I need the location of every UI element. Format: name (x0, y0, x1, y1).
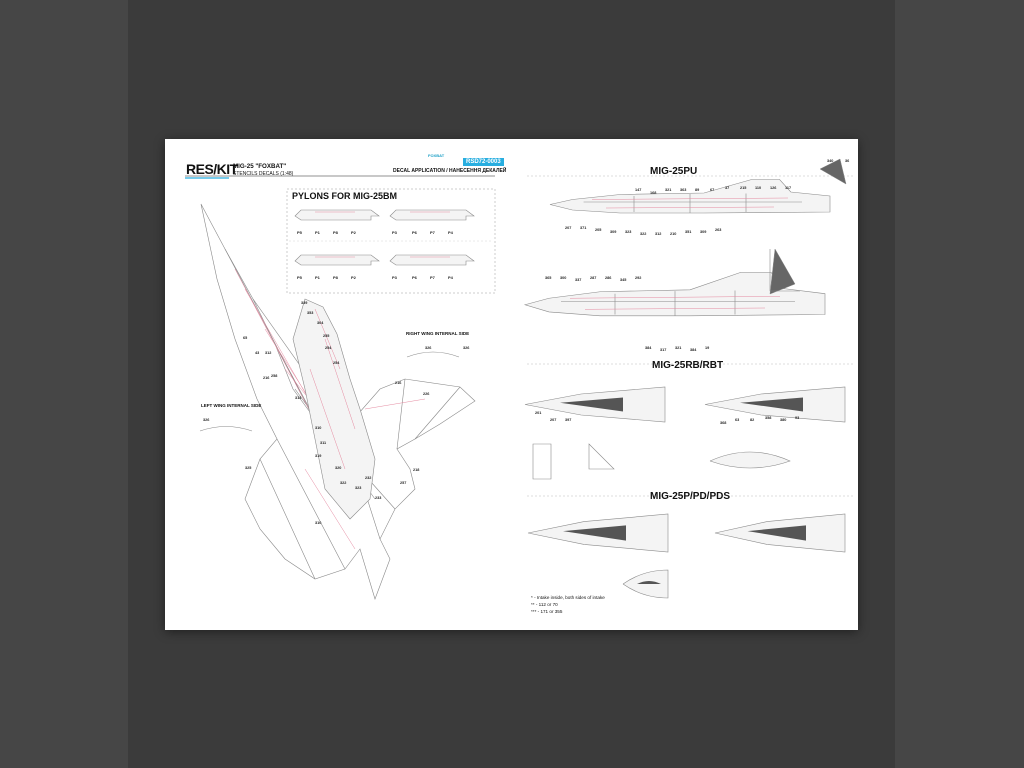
footnote-3: *** - 171 or 355 (531, 609, 563, 614)
profile-callout: 321 (675, 346, 682, 350)
pylon-callout: P3 (392, 275, 397, 280)
mig25rb-intake-1 (533, 444, 551, 479)
wing-callout: 216 (263, 376, 270, 380)
profile-callout: 345 (620, 278, 627, 282)
wing-callout: 325 (245, 466, 252, 470)
profile-callout: 215 (740, 186, 747, 190)
pylon-callout: P6 (412, 275, 417, 280)
profile-callout: 371 (580, 226, 587, 230)
wing-callout: 326 (463, 346, 470, 350)
profile-callout: 380 (780, 418, 787, 422)
profile-callout: 117 (785, 186, 792, 190)
wing-callout: 226 (423, 392, 430, 396)
profile-callout: 207 (565, 226, 572, 230)
profile-callout: 89 (695, 188, 700, 192)
pylon-callout: P7 (430, 230, 435, 235)
pylon-outline (295, 210, 379, 220)
pylon-outline (295, 255, 379, 265)
profile-callout: 263 (715, 228, 722, 232)
pylon-callout: P8 (333, 275, 338, 280)
profile-callout: 147 (635, 188, 642, 192)
product-subtitle: STENCILS DECALS (1:48) (233, 171, 294, 177)
pylon-callout: P2 (351, 275, 356, 280)
profile-callout: 384 (690, 348, 697, 352)
profile-callout: 368 (720, 421, 727, 425)
profile-callout: 210 (670, 232, 677, 236)
wing-callout: 216 (395, 381, 402, 385)
wing-callout: 326 (203, 418, 210, 422)
mig25rb-bottom-nose (710, 452, 790, 468)
wing-callout: 218 (413, 468, 420, 472)
profile-callout: 351 (685, 230, 692, 234)
wing-callout: 326 (425, 346, 432, 350)
profile-callout: 358 (765, 416, 772, 420)
footnote-1: * - Intake inside, both sides of intake (531, 595, 605, 600)
profile-callout: 201 (535, 411, 542, 415)
pylon-callout: P8 (333, 230, 338, 235)
wing-callout: 254 (325, 346, 332, 350)
profile-callout: 365 (545, 276, 552, 280)
mig25p-title: MIG-25P/PD/PDS (650, 491, 731, 502)
profile-callout: 63 (735, 418, 740, 422)
wing-callout: 313 (295, 396, 302, 400)
wing-callout: 258 (271, 374, 278, 378)
wing-callout: 322 (340, 481, 347, 485)
profile-callout: 309 (610, 230, 617, 234)
wing-callout: 311 (320, 441, 327, 445)
profile-callout: 292 (635, 276, 642, 280)
profile-callout: 37 (725, 186, 730, 190)
pylons-title: PYLONS FOR MIG-25BM (292, 191, 398, 201)
profile-callout: 168 (650, 191, 657, 195)
wing-callout: 255 (323, 334, 330, 338)
pylon-outline (390, 255, 474, 265)
pylon-callout: P4 (448, 275, 453, 280)
profile-callout: 337 (575, 278, 582, 282)
profile-callout: 19 (705, 346, 710, 350)
wing-callout: 319 (315, 454, 322, 458)
profile-callout: 36 (845, 159, 850, 163)
pylon-callout: P2 (351, 230, 356, 235)
footnote-2: ** - 112 or 70 (531, 602, 558, 607)
wing-callout: 257 (400, 481, 407, 485)
profile-callout: 286 (605, 276, 612, 280)
wing-callout: 320 (335, 466, 342, 470)
pylon-callout: P5 (297, 230, 302, 235)
right-wing-internal-shape (407, 352, 459, 357)
profile-callout: 287 (590, 276, 597, 280)
profile-callout: 312 (655, 232, 662, 236)
profile-callout: 110 (755, 186, 762, 190)
wing-callout: 304 (317, 321, 324, 325)
mig25rb-title: MIG-25RB/RBT (652, 360, 724, 371)
pylon-callout: P1 (315, 275, 320, 280)
page-heading: DECAL APPLICATION / НАНЕСЕННЯ ДЕКАЛЕЙ (393, 168, 507, 174)
mig25rb-intake-2 (589, 444, 614, 469)
series-small-label: FOXBAT (428, 153, 445, 158)
wing-callout: 310 (315, 521, 322, 525)
profile-callout: 67 (710, 188, 715, 192)
profile-callout: 126 (770, 186, 777, 190)
pylon-callout: P5 (297, 275, 302, 280)
profile-callout: 322 (640, 232, 647, 236)
product-title: MIG-25 "FOXBAT" (233, 163, 287, 170)
profile-callout: 300 (560, 276, 567, 280)
wing-callout: 353 (307, 311, 314, 315)
wing-callout: 65 (243, 336, 248, 340)
pylon-callout: P1 (315, 230, 320, 235)
profile-callout: 363 (680, 188, 687, 192)
wing-callout: 312 (265, 351, 272, 355)
profile-callout: 384 (645, 346, 652, 350)
pylon-callout: P7 (430, 275, 435, 280)
profile-callout: 340 (827, 159, 834, 163)
profile-callout: 321 (665, 188, 672, 192)
wing-callout: 339 (301, 301, 308, 305)
wing-callout: 43 (255, 351, 260, 355)
wing-callout: 254 (333, 361, 340, 365)
left-wing-label: LEFT WING INTERNAL SIDE (201, 403, 262, 408)
wing-callout: 323 (355, 486, 362, 490)
profile-callout: 323 (625, 230, 632, 234)
right-wing-label: RIGHT WING INTERNAL SIDE (406, 331, 470, 336)
series-code-badge: RSD72-0003 (463, 158, 504, 166)
profile-callout: 317 (660, 348, 667, 352)
profile-callout: 207 (550, 418, 557, 422)
profile-callout: 82 (750, 418, 755, 422)
decal-instruction-sheet (165, 139, 858, 630)
mig25pu-title: MIG-25PU (650, 166, 698, 177)
wing-callout: 310 (315, 426, 322, 430)
left-wing-internal-shape (200, 427, 252, 432)
profile-callout: 205 (595, 228, 602, 232)
pylon-outline (390, 210, 474, 220)
pylon-callout: P6 (412, 230, 417, 235)
artwork-layer (165, 139, 858, 630)
profile-callout: 397 (565, 418, 572, 422)
mig25pu-fin-detail (770, 249, 795, 294)
profile-callout: 309 (700, 230, 707, 234)
pylon-callout: P4 (448, 230, 453, 235)
pylon-callout: P3 (392, 230, 397, 235)
reskit-logo: RES/KIT (186, 161, 238, 177)
profile-callout: 93 (795, 416, 800, 420)
wing-callout: 233 (375, 496, 382, 500)
wing-callout: 232 (365, 476, 372, 480)
